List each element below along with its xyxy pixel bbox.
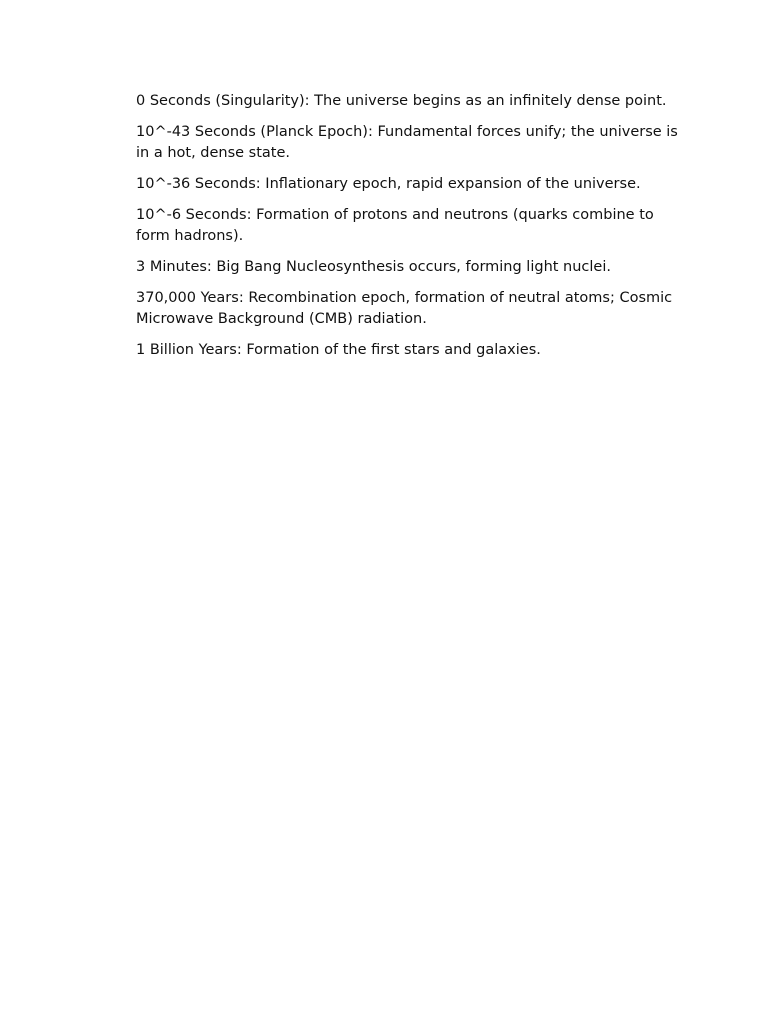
timeline-entry-nucleosynthesis: 3 Minutes: Big Bang Nucleosynthesis occurs, forming light nuclei.: [136, 259, 611, 275]
timeline-entry-hadrons: 10^-6 Seconds: Formation of protons and neutrons (quarks combine to form hadrons).: [136, 207, 654, 244]
timeline-entry-singularity: 0 Seconds (Singularity): The universe begins as an infinitely dense point.: [136, 93, 667, 109]
timeline-entry-recombination: 370,000 Years: Recombination epoch, formation of neutral atoms; Cosmic Microwave Background (CMB) radiation.: [136, 290, 673, 327]
timeline-entry-planck-epoch: 10^-43 Seconds (Planck Epoch): Fundamental forces unify; the universe is in a hot, dense state.: [136, 124, 678, 161]
timeline-entry-inflation: 10^-36 Seconds: Inflationary epoch, rapid expansion of the universe.: [136, 176, 641, 192]
timeline-text: [136, 91, 681, 371]
timeline-entry-first-stars: 1 Billion Years: Formation of the first stars and galaxies.: [136, 342, 541, 358]
